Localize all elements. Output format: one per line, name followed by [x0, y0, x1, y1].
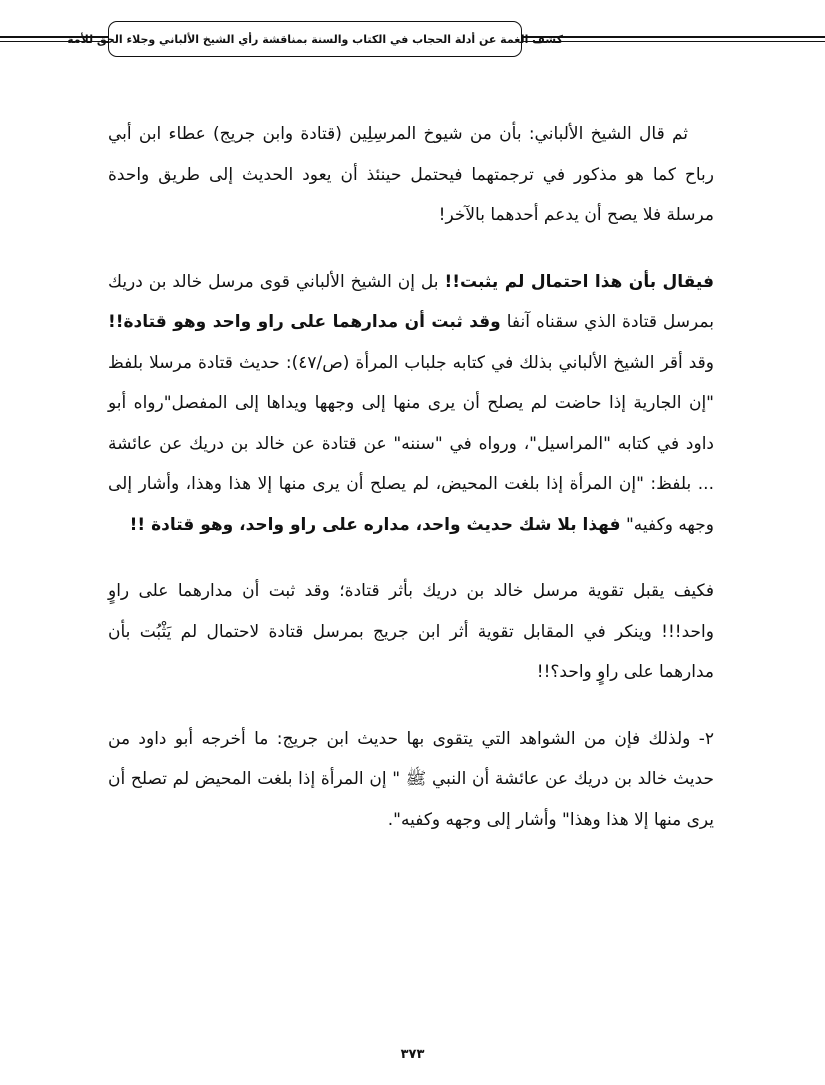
paragraph-2-text-b: وقد أقر الشيخ الألباني بذلك في كتابه جلباب المرأة (ص/٤٧): حديث قتادة مرسلا بلفظ "إن الجارية إذا حاضت لم يصلح أن يرى منها إلى وجهها ويداها إلى المفصل"رواه أبو داود في كتابه "المراسيل"، ورواه في "سننه" عن قتادة عن خالد بن دريك عن عائشة ... بلفظ: "إن المرأة إذا بلغت المحيض، لم يصلح أن يرى منها إلا هذا وهذا، وأشار إلى وجهه وكفيه" [108, 352, 715, 535]
running-header [67, 21, 563, 57]
paragraph-2-bold-c: فهذا بلا شك حديث واحد، مداره على راو واحد، وهو قتادة !! [129, 514, 621, 535]
paragraph-2-bold-a: فيقال بأن هذا احتمال لم يثبت!! [444, 271, 714, 292]
paragraph-2 [108, 262, 714, 546]
page-body [108, 114, 714, 866]
paragraph-1: ثم قال الشيخ الألباني: بأن من شيوخ المرسِلِين (قتادة وابن جريج) عطاء ابن أبي رباح كما هو مذكور في ترجمتهما فيحتمل حينئذ أن يعود الحديث إلى طريق واحدة مرسلة فلا يصح أن يدعم أحدهما بالآخر! [108, 124, 714, 225]
page-number: ٣٧٣ [400, 1047, 425, 1062]
paragraph-4: ٢- ولذلك فإن من الشواهد التي يتقوى بها حديث ابن جريج: ما أخرجه أبو داود من حديث خالد بن دريك عن عائشة أن النبي ﷺ " إن المرأة إذا بلغت المحيض لم تصلح أن يرى منها إلا هذا وهذا" وأشار إلى وجهه وكفيه". [108, 728, 714, 830]
paragraph-2-text-a: بل إن الشيخ الألباني قوى مرسل خالد بن دريك بمرسل قتادة الذي سقناه آنفا [108, 271, 714, 332]
paragraph-3: فكيف يقبل تقوية مرسل خالد بن دريك بأثر قتادة؛ وقد ثبت أن مدارهما على راوٍ واحد!!! وينكر في المقابل تقوية أثر ابن جريج بمرسل قتادة لاحتمال لم يَثْبُت بأن مدارهما على راوٍ واحد؟!! [108, 581, 714, 682]
paragraph-2-bold-b: وقد ثبت أن مدارهما على راو واحد وهو قتادة!! [108, 312, 501, 332]
running-header-title: كشف الغمة عن أدلة الحجاب في الكتاب والسنة بمناقشة رأي الشيخ الألباني وجلاء الحق للأمة [67, 32, 563, 46]
